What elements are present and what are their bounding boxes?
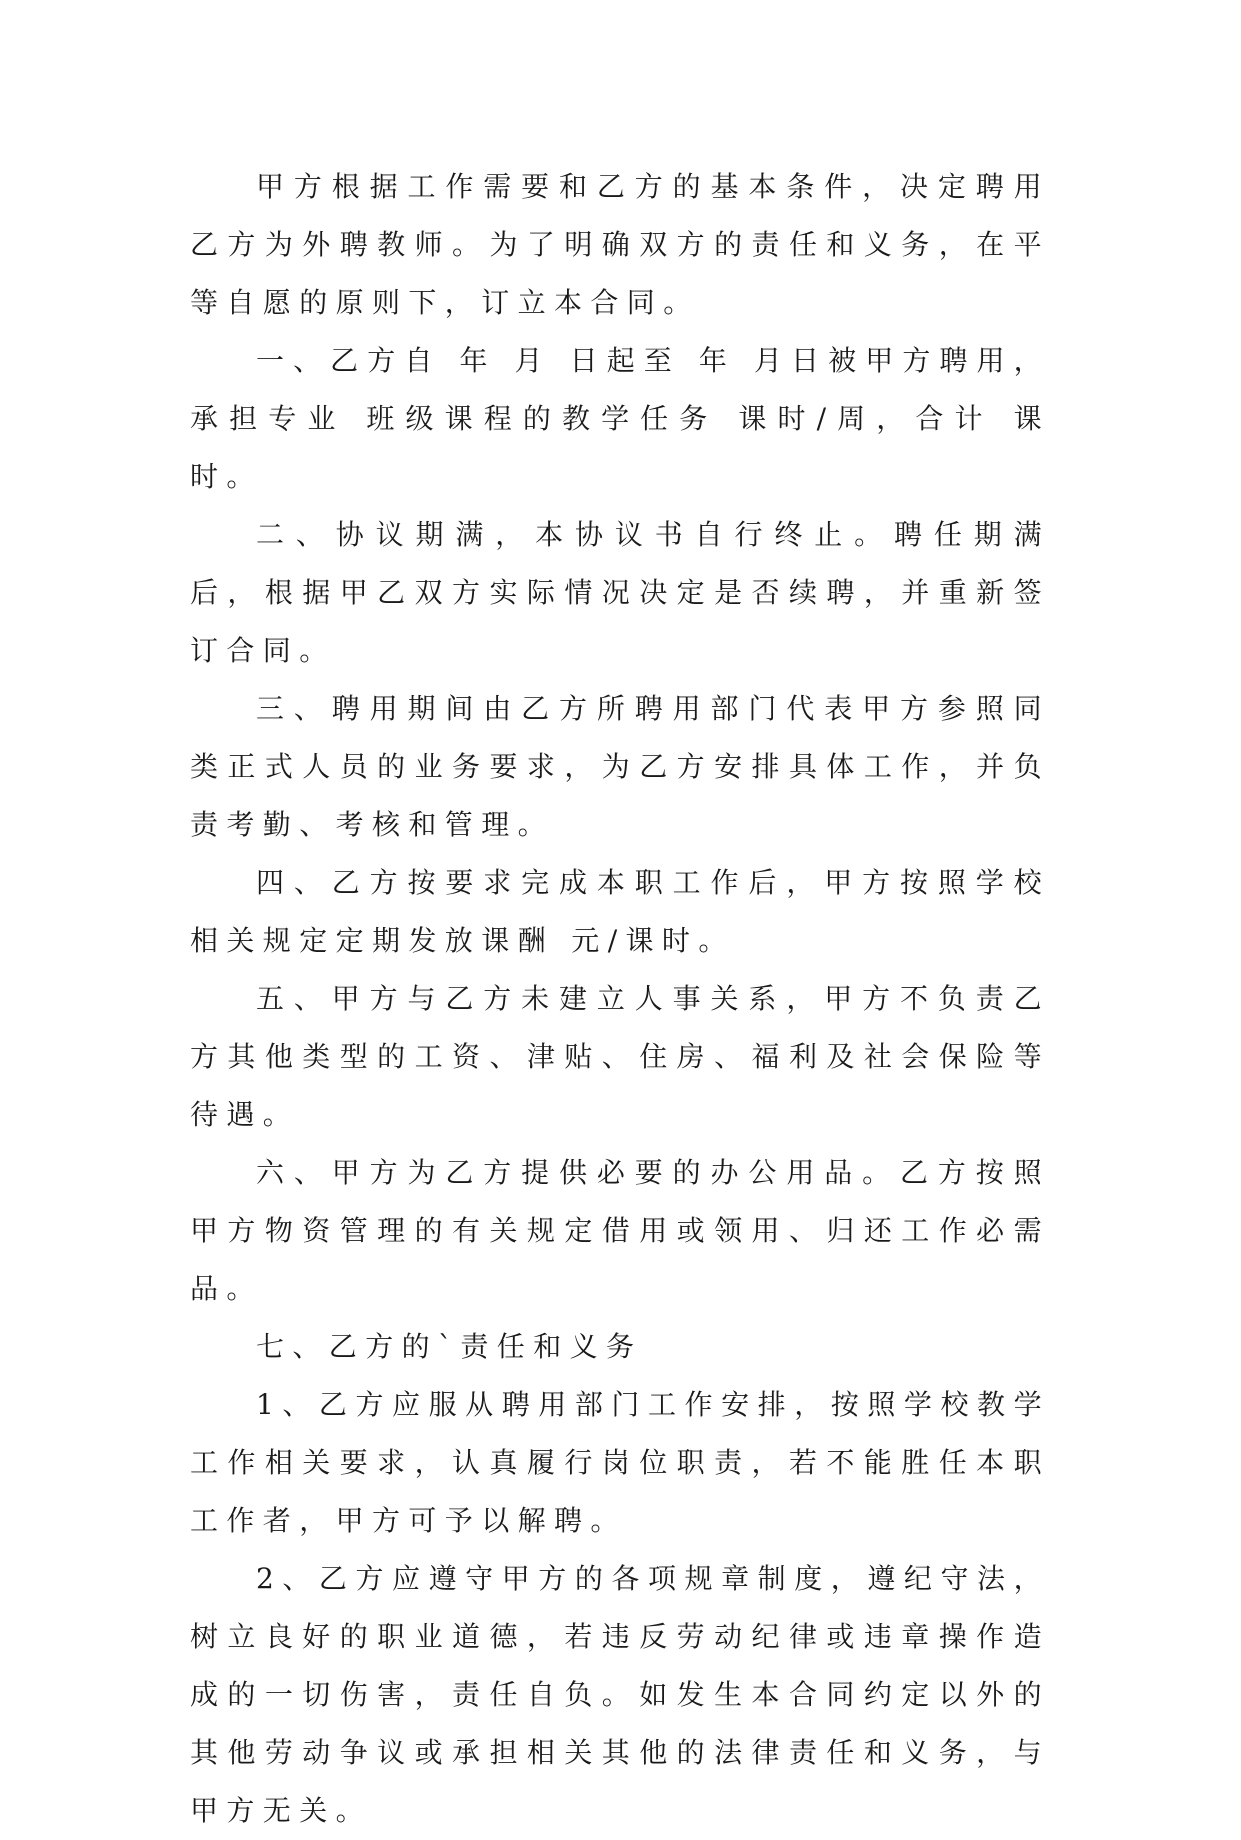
paragraph-clause-5: 五、甲方与乙方未建立人事关系，甲方不负责乙方其他类型的工资、津贴、住房、福利及社会保险等待遇。	[190, 982, 1050, 1131]
paragraph-clause-7-item-2: 2、乙方应遵守甲方的各项规章制度，遵纪守法，树立良好的职业道德，若违反劳动纪律或违章操作造成的一切伤害，责任自负。如发生本合同约定以外的其他劳动争议或承担相关其他的法律责任和义务，与甲方无关。	[190, 1562, 1050, 1827]
paragraph-clause-7-item-1: 1、乙方应服从聘用部门工作安排，按照学校教学工作相关要求，认真履行岗位职责，若不能胜任本职工作者，甲方可予以解聘。	[190, 1388, 1050, 1537]
document-body	[190, 158, 1050, 1840]
paragraph-clause-1: 一、乙方自 年 月 日起至 年 月日被甲方聘用，承担专业 班级课程的教学任务 课时/周，合计 课时。	[190, 344, 1050, 493]
paragraph-clause-4: 四、乙方按要求完成本职工作后，甲方按照学校相关规定定期发放课酬 元/课时。	[190, 866, 1050, 957]
paragraph-preamble: 甲方根据工作需要和乙方的基本条件，决定聘用乙方为外聘教师。为了明确双方的责任和义务，在平等自愿的原则下，订立本合同。	[190, 170, 1050, 319]
paragraph-clause-3: 三、聘用期间由乙方所聘用部门代表甲方参照同类正式人员的业务要求，为乙方安排具体工作，并负责考勤、考核和管理。	[190, 692, 1050, 841]
paragraph-clause-7-heading: 七、乙方的`责任和义务	[256, 1330, 643, 1363]
paragraph-clause-6: 六、甲方为乙方提供必要的办公用品。乙方按照甲方物资管理的有关规定借用或领用、归还工作必需品。	[190, 1156, 1050, 1305]
paragraph-clause-2: 二、协议期满，本协议书自行终止。聘任期满后，根据甲乙双方实际情况决定是否续聘，并重新签订合同。	[190, 518, 1050, 667]
